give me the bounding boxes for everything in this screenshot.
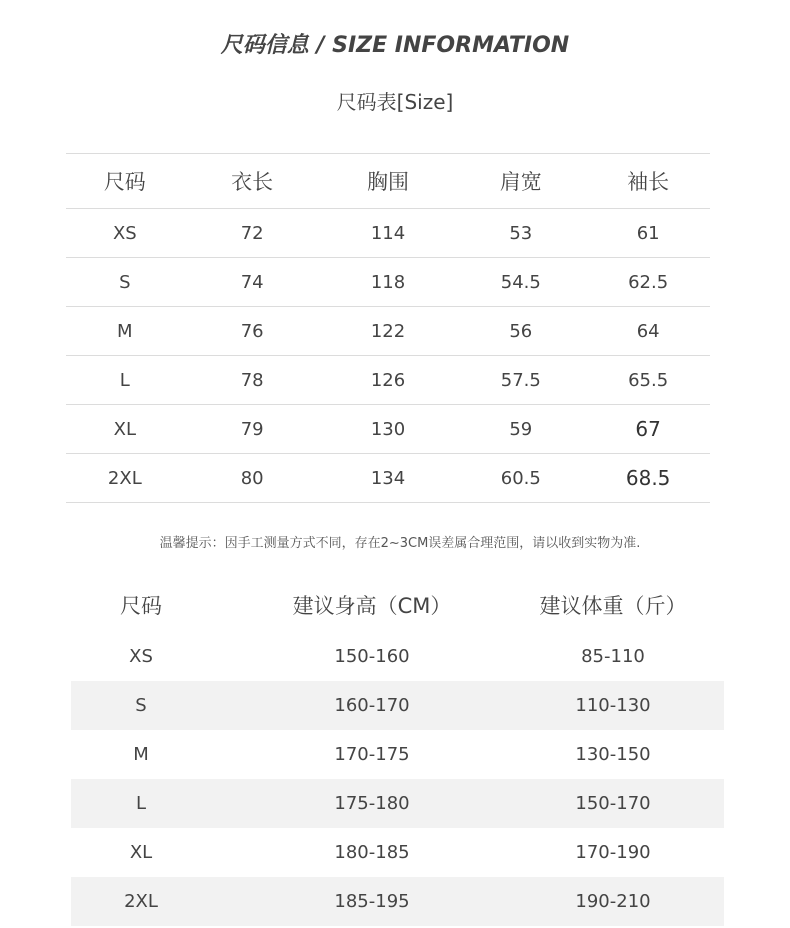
size-table-header [66,154,710,209]
column-header-height: 建议身高（CM） [292,594,452,618]
table-cell: 130 [370,418,406,440]
column-header-length: 衣长 [231,170,274,194]
table-row [66,405,710,454]
table-cell: 190-210 [575,891,651,912]
table-cell: 64 [636,320,660,342]
table-cell: 72 [240,222,264,244]
table-cell: 118 [370,271,406,293]
table-row [66,307,710,356]
table-cell: XS [112,222,137,244]
table-cell: 170-175 [334,744,410,765]
table-cell: 175-180 [334,793,410,814]
table-cell: 122 [370,320,406,342]
table-cell: 85-110 [581,646,645,667]
table-cell: 185-195 [334,891,410,912]
column-header-sleeve: 袖长 [627,170,670,194]
table-cell: 74 [240,271,264,293]
table-cell: 56 [509,320,533,342]
table-row [66,209,710,258]
table-row [66,258,710,307]
table-cell: 54.5 [500,271,541,293]
table-row [71,730,724,779]
measurement-note: 温馨提示：因手工测量方式不同，存在2~3CM误差属合理范围，请以收到实物为准. [159,536,641,551]
table-cell: S [119,271,131,293]
table-cell: 130-150 [575,744,651,765]
table-cell: 150-170 [575,793,651,814]
column-header-size: 尺码 [103,170,146,194]
table-cell: M [133,744,149,765]
recommendation-table [71,582,724,926]
table-cell: 150-160 [334,646,410,667]
table-row [71,877,724,926]
table-cell: 57.5 [500,369,541,391]
page-title: 尺码信息 / SIZE INFORMATION [220,33,570,58]
table-cell: 110-130 [575,695,651,716]
table-cell: 59 [509,418,533,440]
table-cell: 68.5 [625,466,671,490]
table-row [66,356,710,405]
table-row [71,779,724,828]
table-row [71,681,724,730]
table-cell: L [119,369,130,391]
table-cell: 67 [635,417,661,441]
table-cell: 126 [370,369,406,391]
table-row [66,454,710,503]
table-cell: 53 [509,222,533,244]
table-cell: 79 [240,418,264,440]
table-cell: 78 [240,369,264,391]
column-header-chest: 胸围 [367,170,409,194]
size-table [66,153,710,503]
table-cell: 160-170 [334,695,410,716]
table-cell: S [135,695,147,716]
column-header-size: 尺码 [120,594,162,618]
table-cell: XL [129,842,153,863]
column-header-shoulder: 肩宽 [499,170,542,194]
table-row [71,828,724,877]
table-cell: M [117,320,133,342]
table-row [71,632,724,681]
table-cell: 180-185 [334,842,410,863]
table-cell: 76 [240,320,264,342]
table-cell: XS [129,646,153,667]
table-cell: 2XL [107,467,142,489]
table-cell: 62.5 [628,271,669,293]
table-cell: 65.5 [628,369,669,391]
size-table-title: 尺码表[Size] [336,90,454,114]
table-cell: 2XL [124,891,158,912]
table-cell: L [135,793,147,814]
table-cell: 170-190 [575,842,651,863]
table-cell: 114 [370,222,406,244]
column-header-weight: 建议体重（斤） [539,594,687,618]
table-cell: 80 [240,467,264,489]
table-cell: 134 [370,467,406,489]
table-cell: XL [113,418,136,440]
recommendation-table-header [71,582,724,628]
table-cell: 61 [636,222,660,244]
table-cell: 60.5 [500,467,541,489]
